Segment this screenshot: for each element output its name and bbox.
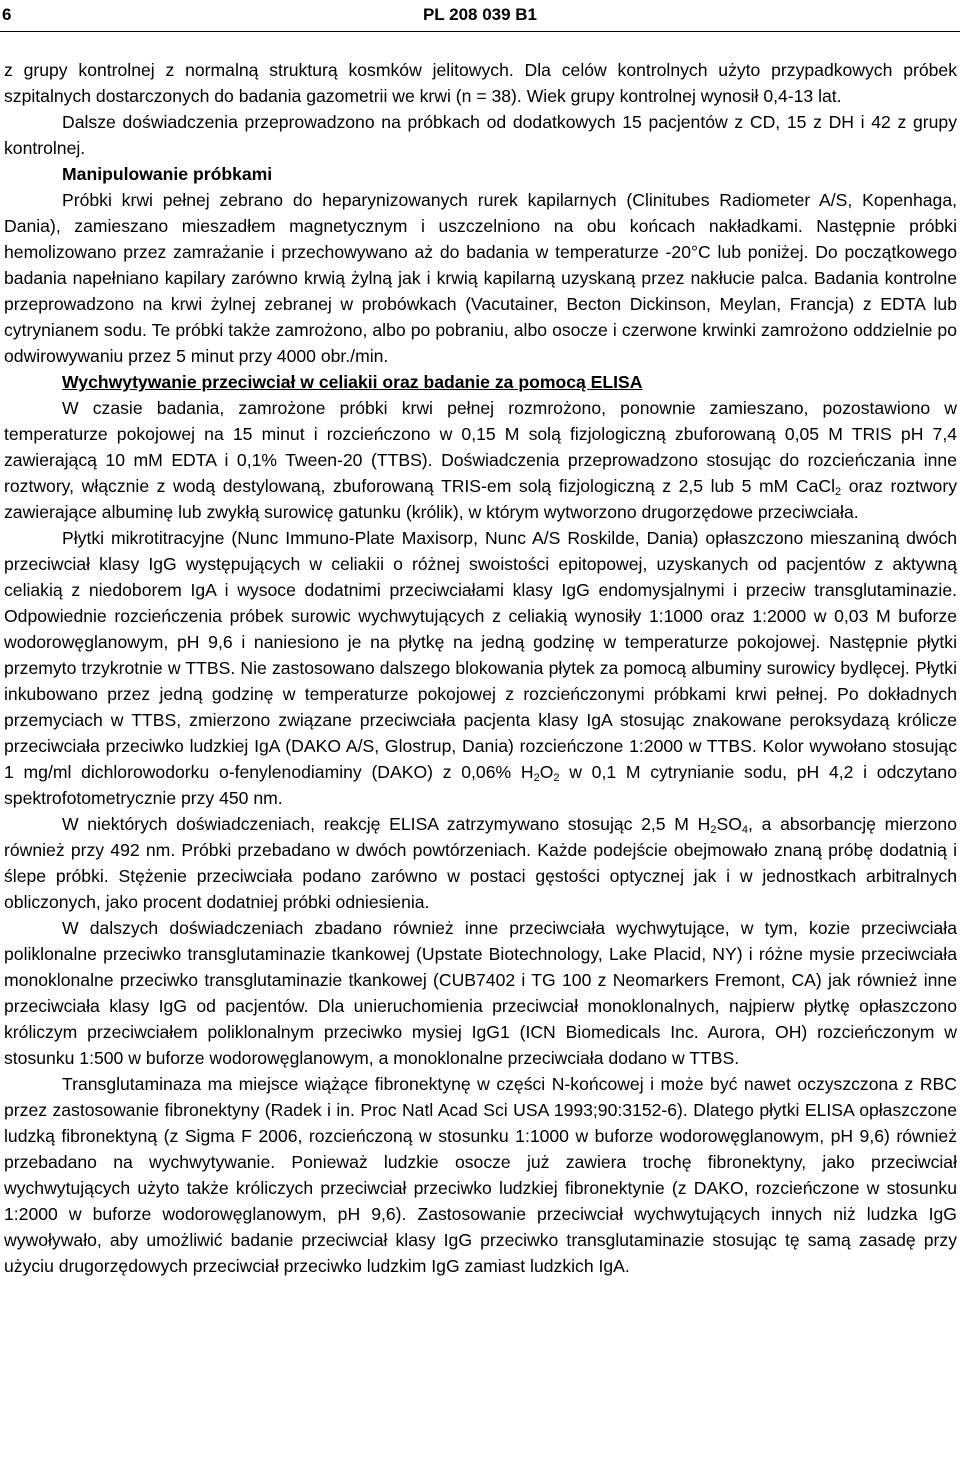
text-run: Płytki mikrotitracyjne (Nunc Immuno-Plate Maxisorp, Nunc A/S Roskilde, Dania) opłaszczono mieszaniną dwóch przeciwciał klasy IgG występujących w celiakii o różnej swoistości epitopowej, uzyskanych od pacjentów z aktywną celiakią z niedoborem IgA i wysoce dodatnimi przeciwciałami klasy IgG endomysjalnymi i przeciw transglutaminazie. Odpowiednie rozcieńczenia próbek surowic wychwytujących z celiakią wynosiły 1:1000 oraz 1:2000 w 0,03 M buforze wodorowęglanowym, pH 9,6 i naniesiono je na płytkę na jedną godzinę w temperaturze pokojowej. Następnie płytki przemyto trzykrotnie w TTBS. Nie zastosowano dalszego blokowania płytek za pomocą albuminy surowicy bydlęcej. Płytki inkubowano przez jedną godzinę w temperaturze pokojowej z rozcieńczonymi próbkami krwi pełnej. Po dokładnych przemyciach w TTBS, zmierzono związane przeciwciała pacjenta klasy IgA stosując znakowane peroksydazą królicze przeciwciała przeciwko ludzkiej IgA (DAKO A/S, Glostrup, Dania) rozcieńczone 1:2000 w TTBS. Kolor wywołano stosując 1 mg/ml dichlorowodorku o-fenylenodiaminy (DAKO) z 0,06% H (4, 528, 957, 782)
text-run: O (539, 762, 554, 782)
text-run: w 0,1 M cytrynianie sodu, pH 4,2 i odczytano spektrofotometrycznie przy 450 nm. (4, 762, 957, 808)
paragraph: Dalsze doświadczenia przeprowadzono na próbkach od dodatkowych 15 pacjentów z CD, 15 z DH i 42 z grupy kontrolnej. (4, 112, 957, 158)
page-number: 6 (2, 5, 12, 24)
patent-number: PL 208 039 B1 (422, 5, 538, 24)
header-divider (0, 31, 960, 32)
section-heading (4, 369, 957, 395)
section-heading-text: Wychwytywanie przeciwciał w celiakii oraz badanie za pomocą ELISA (62, 372, 643, 392)
page-header (0, 4, 960, 30)
paragraph: Próbki krwi pełnej zebrano do heparynizowanych rurek kapilarnych (Clinitubes Radiometer A/S, Kopenhaga, Dania), zamieszano mieszadłem magnetycznym i uszczelniono na obu końcach nakładkami. Następnie próbki hemolizowano przez zamrażanie i przechowywano aż do badania w temperaturze -20°C lub poniżej. Do początkowego badania napełniano kapilary zarówno krwią żylną jak i krwią kapilarną uzyskaną przez nakłucie palca. Badania kontrolne przeprowadzono na krwi żylnej zebranej w probówkach (Vacutainer, Becton Dickinson, Meylan, Francja) z EDTA lub cytrynianem sodu. Te próbki także zamrożono, albo po pobraniu, albo osocze i czerwone krwinki zamrożono oddzielnie po odwirowywaniu przez 5 minut przy 4000 obr./min. (4, 190, 957, 366)
paragraph: Transglutaminaza ma miejsce wiążące fibronektynę w części N-końcowej i może być nawet oczyszczona z RBC przez zastosowanie fibronektyny (Radek i in. Proc Natl Acad Sci USA 1993;90:3152-6). Dlatego płytki ELISA opłaszczone ludzką fibronektyną (z Sigma F 2006, rozcieńczoną w stosunku 1:1000 w buforze wodorowęglanowym, pH 9,6) również przebadano na wychwytywanie. Ponieważ ludzkie osocze już zawiera trochę fibronektyny, jako przeciwciał wychwytujących użyto także króliczych przeciwciał przeciwko ludzkiej fibronektynie (z DAKO, rozcieńczone w stosunku 1:2000 w buforze wodorowęglanowym, pH 9,6). Zastosowanie przeciwciał wychwytujących innych niż ludzka IgG wywoływało, aby umożliwić badanie przeciwciał klasy IgG przeciwko transglutaminazie stosując tę samą zasadę przy użyciu drugorzędowych przeciwciał przeciwko ludzkim IgG zamiast ludzkich IgA. (4, 1074, 957, 1276)
paragraph (4, 395, 957, 525)
text-run: , a absorbancję mierzono również przy 492 nm. Próbki przebadano w dwóch powtórzeniach. Każde podejście obejmowało znaną próbę dodatnią i ślepe próbki. Stężenie przeciwciała podano zarówno w postaci gęstości optycznej jak i w jednostkach arbitralnych obliczonych, jako procent dodatniej próbki odniesienia. (4, 814, 957, 912)
text-run: oraz roztwory zawierające albuminę lub zwykłą surowicę gatunku (królik), w którym wytworzono drugorzędowe przeciwciała. (4, 476, 957, 522)
body-text (4, 57, 957, 1279)
text-run: W niektórych doświadczeniach, reakcję ELISA zatrzymywano stosując 2,5 M H (62, 814, 711, 834)
subscript: 2 (533, 772, 540, 784)
section-heading: Manipulowanie próbkami (62, 164, 273, 184)
paragraph (4, 811, 957, 915)
subscript: 2 (710, 824, 717, 836)
paragraph (4, 525, 957, 811)
subscript: 2 (835, 486, 842, 498)
subscript: 2 (553, 772, 560, 784)
text-run: SO (716, 814, 742, 834)
paragraph: W dalszych doświadczeniach zbadano również inne przeciwciała wychwytujące, w tym, kozie przeciwciała poliklonalne przeciwko transglutaminazie tkankowej (Upstate Biotechnology, Lake Placid, NY) i różne mysie przeciwciała monoklonalne przeciwko transglutaminazie tkankowej (CUB7402 i TG 100 z Neomarkers Fremont, CA) jak również inne przeciwciała klasy IgG od pacjentów. Dla unieruchomienia przeciwciał monoklonalnych, najpierw płytkę opłaszczono króliczym przeciwciałem poliklonalnym przeciwko mysiej IgG1 (ICN Biomedicals Inc. Aurora, OH) rozcieńczonym w stosunku 1:500 w buforze wodorowęglanowym, a monoklonalne przeciwciała dodano w TTBS. (4, 918, 957, 1068)
subscript: 4 (741, 824, 749, 836)
text-run: W czasie badania, zamrożone próbki krwi pełnej rozmrożono, ponownie zamieszano, pozostawiono w temperaturze pokojowej na 15 minut i rozcieńczono w 0,15 M solą fizjologiczną zbuforowaną 0,05 M TRIS pH 7,4 zawierającą 10 mM EDTA i 0,1% Tween-20 (TTBS). Doświadczenia przeprowadzono stosując do rozcieńczania inne roztwory, włącznie z wodą destylowaną, zbuforowaną TRIS-em solą fizjologiczną z 2,5 lub 5 mM CaCl (4, 398, 957, 496)
paragraph: z grupy kontrolnej z normalną strukturą kosmków jelitowych. Dla celów kontrolnych użyto przypadkowych próbek szpitalnych dostarczonych do badania gazometrii we krwi (n = 38). Wiek grupy kontrolnej wynosił 0,4-13 lat. (4, 60, 957, 106)
